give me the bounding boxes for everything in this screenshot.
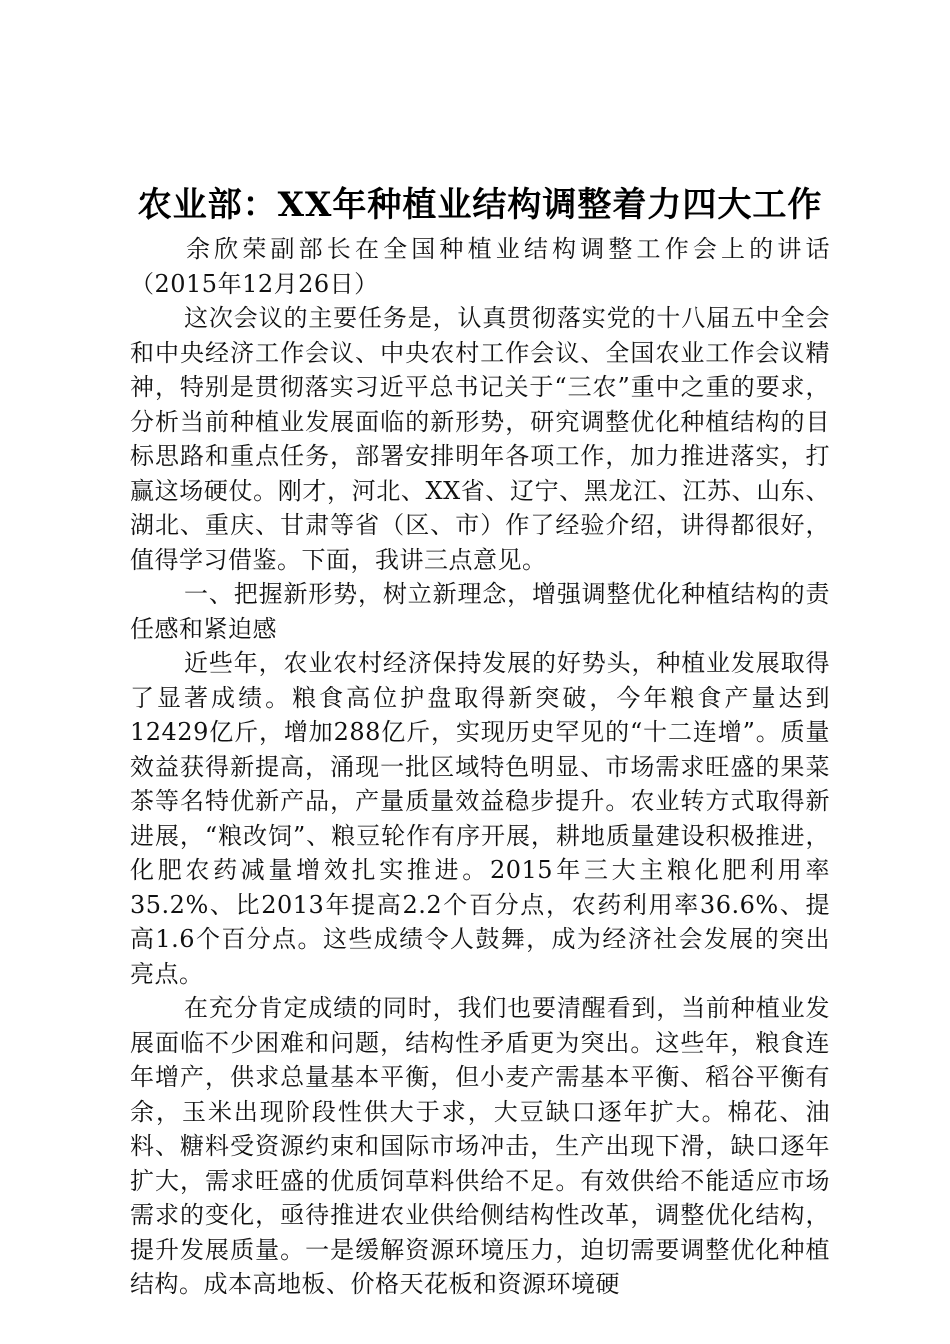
paragraph-challenges: 在充分肯定成绩的同时，我们也要清醒看到，当前种植业发展面临不少困难和问题，结构性矛盾更为突出。这些年，粮食连年增产，供求总量基本平衡，但小麦产需基本平衡、稻谷平衡有余，玉米出现阶段性供大于求，大豆缺口逐年扩大。棉花、油料、糖料受资源约束和国际市场冲击，生产出现下滑，缺口逐年扩大，需求旺盛的优质饲草料供给不足。有效供给不能适应市场需求的变化，亟待推进农业供给侧结构性改革，调整优化结构，提升发展质量。一是缓解资源环境压力，迫切需要调整优化种植结构。成本高地板、价格天花板和资源环境硬 — [130, 994, 830, 1298]
section-heading-1: 一、把握新形势，树立新理念，增强调整优化种植结构的责任感和紧迫感 — [130, 580, 830, 643]
paragraph-intro: 这次会议的主要任务是，认真贯彻落实党的十八届五中全会和中央经济工作会议、中央农村工作会议、全国农业工作会议精神，特别是贯彻落实习近平总书记关于“三农”重中之重的要求，分析当前种植业发展面临的新形势，研究调整优化种植结构的目标思路和重点任务，部署安排明年各项工作，加力推进落实，打赢这场硬仗。刚才，河北、XX省、辽宁、黑龙江、江苏、山东、湖北、重庆、甘肃等省（区、市）作了经验介绍，讲得都很好，值得学习借鉴。下面，我讲三点意见。 — [130, 304, 830, 574]
document-title: 农业部：XX年种植业结构调整着力四大工作 — [137, 185, 823, 225]
paragraph-achievements: 近些年，农业农村经济保持发展的好势头，种植业发展取得了显著成绩。粮食高位护盘取得新突破，今年粮食产量达到12429亿斤，增加288亿斤，实现历史罕见的“十二连增”。质量效益获得新提高，涌现一批区域特色明显、市场需求旺盛的果菜茶等名特优新产品，产量质量效益稳步提升。农业转方式取得新进展，“粮改饲”、粮豆轮作有序开展，耕地质量建设积极推进，化肥农药减量增效扎实推进。2015年三大主粮化肥利用率35.2%、比2013年提高2.2个百分点，农药利用率36.6%、提高1.6个百分点。这些成绩令人鼓舞，成为经济社会发展的突出亮点。 — [130, 649, 830, 988]
document-body — [130, 182, 830, 1302]
document-subtitle: 余欣荣副部长在全国种植业结构调整工作会上的讲话（2015年12月26日） — [130, 235, 830, 298]
